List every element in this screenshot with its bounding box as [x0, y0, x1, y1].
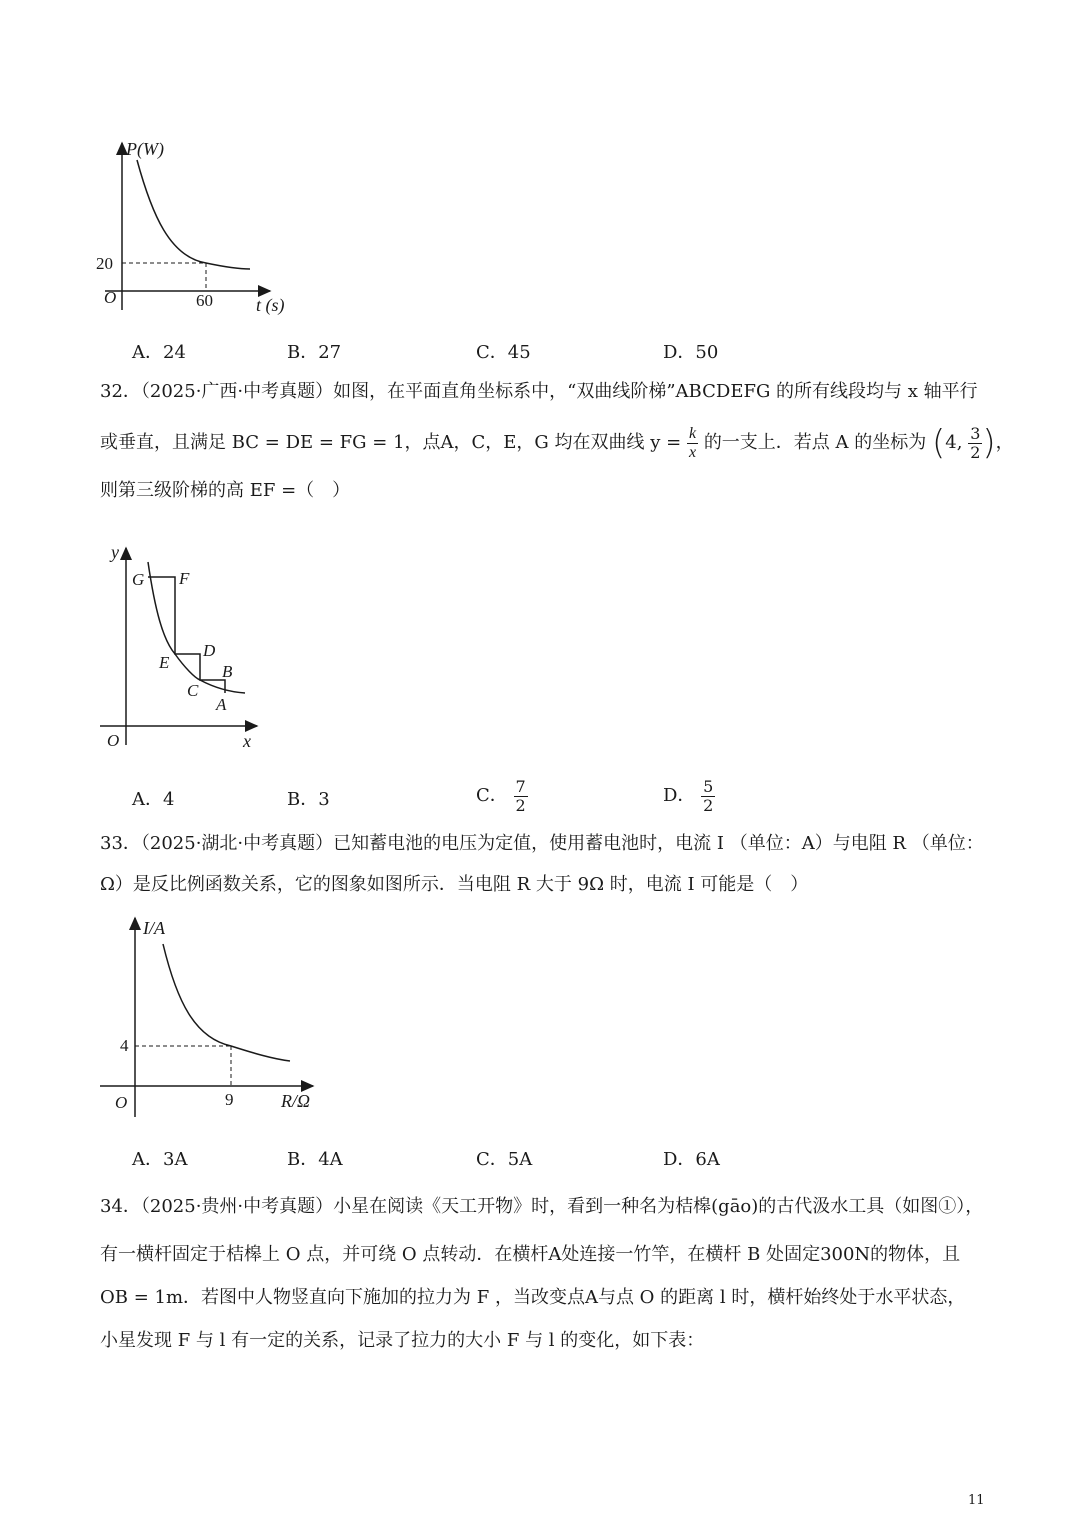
q32-line1: 32．（2025·广西·中考真题）如图，在平面直角坐标系中，“双曲线阶梯”ABCDEFG 的所有线段均与 x 轴平行	[100, 381, 978, 402]
q34-line4: 小星发现 F 与 l 有一定的关系，记录了拉力的大小 F 与 l 的变化，如下表：	[100, 1330, 705, 1351]
q32-paren-open: (	[932, 423, 946, 463]
q32-option-d-label: D．	[663, 785, 696, 806]
q32-option-c-label: C．	[476, 785, 508, 806]
q32-coord-den: 2	[970, 442, 981, 462]
q33-y-mark: 4	[120, 1036, 129, 1055]
q31-option-d: D．50	[663, 342, 719, 363]
q33-graph	[95, 912, 325, 1117]
q32-coord-num: 3	[970, 423, 981, 443]
q33-line2: Ω）是反比例函数关系，它的图象如图所示．当电阻 R 大于 9Ω 时，电流 I 可能是（ ）	[100, 874, 809, 895]
q31-origin: O	[104, 288, 117, 307]
q32-option-d-frac	[701, 778, 715, 815]
q33-line1: 33．（2025·湖北·中考真题）已知蓄电池的电压为定值，使用蓄电池时，电流 I （单位：A）与电阻 R （单位：	[100, 833, 984, 854]
q32-line2-b: 的一支上．若点 A 的坐标为	[703, 432, 927, 453]
q32-line2-c: ，	[995, 432, 1014, 453]
q32-label-F: F	[179, 569, 190, 588]
q32-coord-x: 4,	[945, 432, 963, 453]
q31-option-c: C．45	[476, 342, 531, 363]
q32-frac-k: k	[688, 424, 697, 442]
q32-line3: 则第三级阶梯的高 EF =（ ）	[100, 480, 351, 501]
q32-label-O: O	[107, 731, 120, 750]
q33-option-b: B．4A	[287, 1149, 343, 1170]
q32-label-E: E	[159, 653, 170, 672]
q32-line2	[100, 418, 1014, 468]
q32-label-D: D	[203, 641, 216, 660]
q31-y-mark: 20	[96, 254, 113, 273]
q33-curve	[163, 944, 290, 1061]
q32-option-d	[663, 772, 715, 820]
q32-frac-coord	[968, 425, 982, 462]
q32-staircase	[148, 577, 225, 693]
q31-option-b: B．27	[287, 342, 342, 363]
q33-origin: O	[115, 1093, 128, 1112]
q33-option-d: D．6A	[663, 1149, 720, 1170]
q32-label-y: y	[111, 542, 119, 562]
q33-y-label: I/A	[143, 918, 165, 938]
q32-paren-close: )	[982, 423, 996, 463]
q32-option-c-den: 2	[515, 795, 526, 815]
q33-option-c: C．5A	[476, 1149, 533, 1170]
q32-option-c-num: 7	[515, 776, 526, 796]
q32-option-c	[476, 772, 528, 820]
q31-option-a: A．24	[132, 342, 186, 363]
q32-label-C: C	[187, 681, 199, 700]
q32-label-G: G	[132, 570, 145, 589]
q32-label-B: B	[222, 662, 233, 681]
q33-option-a: A．3A	[132, 1149, 188, 1170]
q32-label-A: A	[216, 695, 227, 714]
q33-x-label: R/Ω	[281, 1091, 311, 1111]
q32-option-b: B．3	[287, 789, 330, 810]
q31-curve	[137, 160, 250, 269]
q32-frac-x: x	[688, 443, 697, 461]
q32-option-a: A．4	[132, 789, 175, 810]
page-number: 11	[968, 1493, 985, 1508]
q32-label-x: x	[243, 731, 251, 751]
q31-graph	[90, 135, 310, 320]
q31-x-label: t (s)	[256, 295, 285, 315]
q31-x-mark: 60	[196, 291, 213, 310]
q32-option-d-den: 2	[703, 795, 714, 815]
q33-x-mark: 9	[225, 1090, 234, 1109]
q32-option-c-frac	[514, 778, 528, 815]
q34-line3: OB = 1m．若图中人物竖直向下施加的拉力为 F ，当改变点A与点 O 的距离 l 时，横杆始终处于水平状态，	[100, 1287, 966, 1308]
q34-line2: 有一横杆固定于桔槔上 O 点，并可绕 O 点转动．在横杆A处连接一竹竿，在横杆 B 处固定300N的物体，且	[100, 1244, 961, 1265]
q32-graph	[95, 540, 270, 755]
q32-option-d-num: 5	[703, 776, 714, 796]
q32-frac-k-over-x	[687, 425, 698, 462]
q31-y-label: P(W)	[126, 139, 164, 159]
q34-line1: 34．（2025·贵州·中考真题）小星在阅读《天工开物》时，看到一种名为桔槔(gāo)的古代汲水工具（如图①），	[100, 1196, 984, 1217]
q32-line2-a: 或垂直，且满足 BC = DE = FG = 1，点A，C，E，G 均在双曲线 y =	[100, 432, 682, 453]
